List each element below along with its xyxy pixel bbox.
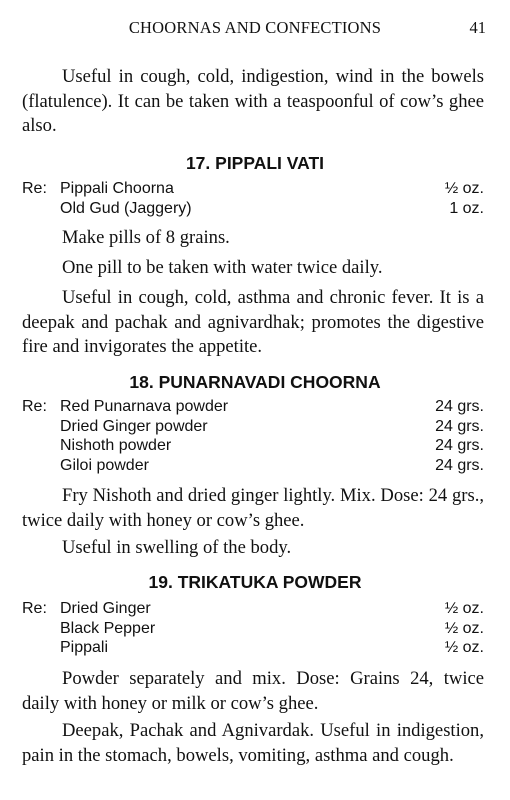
recipe-quantity: ½ oz. (444, 180, 484, 197)
recipe-quantity: ½ oz. (444, 600, 484, 617)
recipe-row (22, 619, 484, 639)
recipe-prefix: Re: (22, 398, 47, 415)
section-paragraph: Powder separately and mix. Dose: Grains 24, twice daily with honey or milk or cow’s ghee. (22, 668, 484, 714)
recipe-ingredient: Nishoth powder (60, 437, 172, 455)
running-title: CHOORNAS AND CONFECTIONS (128, 18, 382, 37)
recipe-ingredient: Dried Ginger powder (60, 417, 208, 435)
recipe-quantity: 24 grs. (435, 398, 484, 415)
recipe-row (22, 638, 484, 658)
intro-paragraph: Useful in cough, cold, indigestion, wind in the bowels (flatulence). It can be taken with a teaspoonful of cow’s ghee also. (22, 66, 484, 136)
recipe-row (22, 199, 484, 219)
recipe-ingredient: Dried Ginger (60, 600, 151, 617)
recipe-row (22, 456, 484, 476)
recipe-ingredient: Red Punarnava powder (60, 398, 229, 415)
recipe-prefix: Re: (22, 600, 47, 617)
recipe-ingredient: Giloi powder (60, 456, 149, 474)
note-line: Useful in swelling of the body. (62, 537, 292, 558)
note-line: One pill to be taken with water twice daily. (62, 257, 383, 278)
note-line: Make pills of 8 grains. (62, 227, 230, 248)
running-header (0, 18, 510, 42)
recipe-ingredient: Black Pepper (60, 619, 156, 637)
recipe-punarnavadi-choorna (22, 397, 484, 475)
recipe-ingredient: Pippali Choorna (60, 180, 174, 197)
section-heading-punarnavadi-choorna: 18. PUNARNAVADI CHOORNA (129, 372, 381, 392)
recipe-row (22, 397, 484, 417)
section-paragraph: Useful in cough, cold, asthma and chronic fever. It is a deepak and pachak and agnivardhak; promotes the digestive fire and invigorates the appetite. (22, 287, 484, 357)
recipe-row (22, 599, 484, 619)
recipe-prefix: Re: (22, 180, 47, 197)
section-heading-pippali-vati: 17. PIPPALI VATI (185, 153, 325, 173)
recipe-quantity: 1 oz. (449, 199, 484, 217)
recipe-quantity: ½ oz. (444, 639, 484, 657)
recipe-quantity: 24 grs. (435, 417, 484, 435)
recipe-quantity: 24 grs. (435, 456, 484, 474)
recipe-quantity: ½ oz. (444, 619, 484, 637)
recipe-quantity: 24 grs. (435, 437, 484, 455)
recipe-row (22, 417, 484, 437)
recipe-ingredient: Old Gud (Jaggery) (60, 199, 192, 217)
recipe-ingredient: Pippali (60, 639, 109, 657)
section-paragraph: Fry Nishoth and dried ginger lightly. Mix. Dose: 24 grs., twice daily with honey or cow’s ghee. (22, 485, 484, 531)
recipe-row (22, 179, 484, 199)
section-paragraph: Deepak, Pachak and Agnivardak. Useful in indigestion, pain in the stomach, bowels, vomiting, asthma and cough. (22, 720, 484, 766)
section-heading-trikatuka-powder: 19. TRIKATUKA POWDER (148, 572, 362, 592)
recipe-pippali-vati (22, 179, 484, 218)
page-number: 41 (469, 18, 486, 37)
recipe-trikatuka-powder (22, 599, 484, 658)
recipe-row (22, 436, 484, 456)
